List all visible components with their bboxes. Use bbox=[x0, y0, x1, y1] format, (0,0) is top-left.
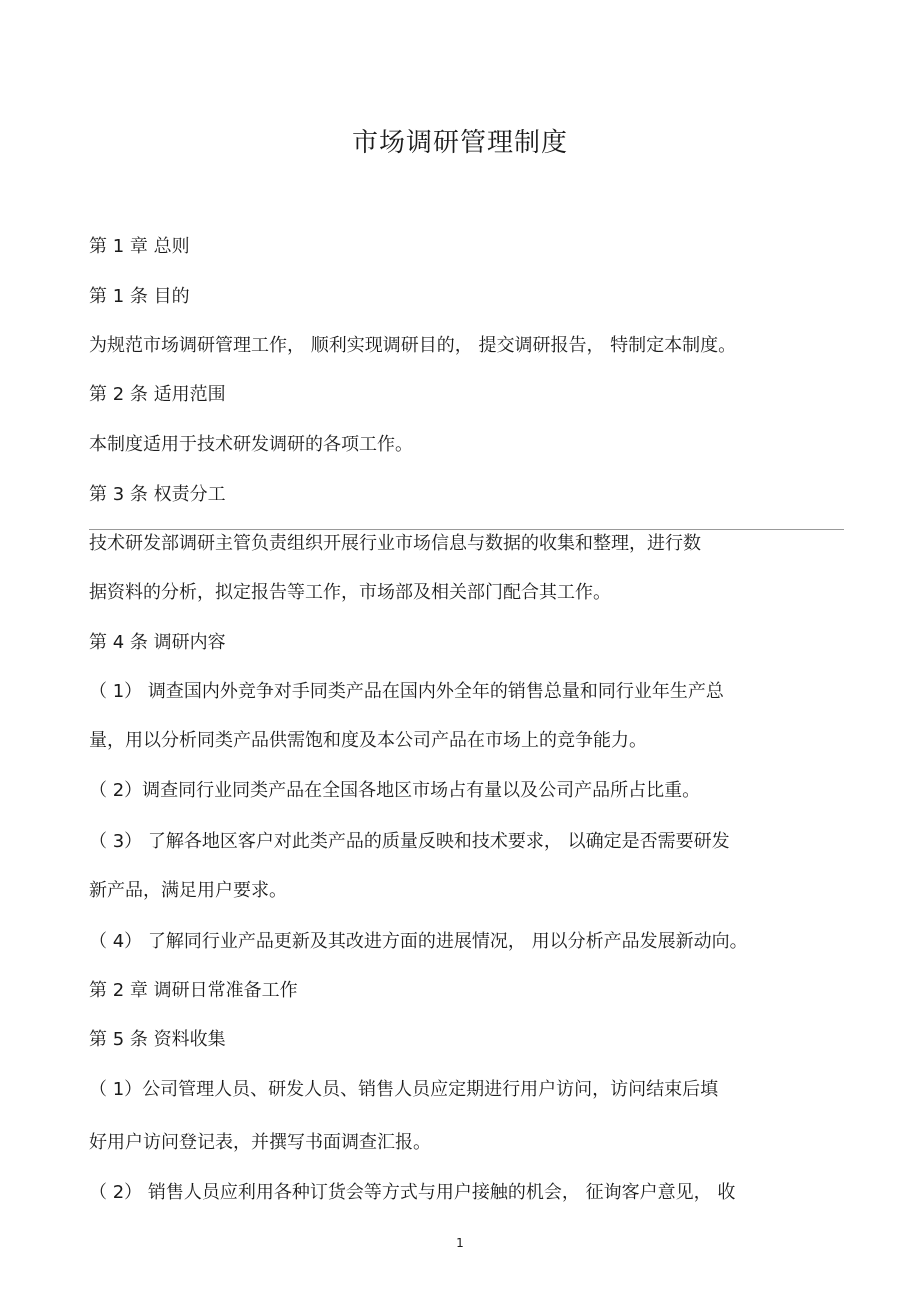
document-title: 市场调研管理制度 bbox=[351, 128, 568, 158]
article-1-heading: 第 1 条 目的 bbox=[89, 286, 190, 307]
article-4-item-2: （ 2）调查同行业同类产品在全国各地区市场占有量以及公司产品所占比重。 bbox=[89, 780, 701, 801]
article-3-text-line-1: 技术研发部调研主管负责组织开展行业市场信息与数据的收集和整理，进行数 bbox=[89, 533, 701, 554]
page-number: 1 bbox=[456, 1236, 464, 1250]
article-3-heading: 第 3 条 权责分工 bbox=[89, 484, 226, 505]
article-5-item-1-line-2: 好用户访问登记表，并撰写书面调查汇报。 bbox=[89, 1132, 431, 1153]
article-4-item-3-line-1: （ 3） 了解各地区客户对此类产品的质量反映和技术要求， 以确定是否需要研发 bbox=[89, 831, 730, 852]
article-4-heading: 第 4 条 调研内容 bbox=[89, 632, 226, 653]
article-5-heading: 第 5 条 资料收集 bbox=[89, 1029, 226, 1050]
horizontal-rule bbox=[89, 529, 844, 530]
article-4-item-1-line-1: （ 1） 调查国内外竞争对手同类产品在国内外全年的销售总量和同行业年生产总 bbox=[89, 681, 724, 702]
article-2-heading: 第 2 条 适用范围 bbox=[89, 384, 226, 405]
chapter-1-heading: 第 1 章 总则 bbox=[89, 236, 190, 257]
article-4-item-3-line-2: 新产品，满足用户要求。 bbox=[89, 880, 287, 901]
article-4-item-1-line-2: 量，用以分析同类产品供需饱和度及本公司产品在市场上的竞争能力。 bbox=[89, 730, 647, 751]
article-1-text: 为规范市场调研管理工作， 顺利实现调研目的， 提交调研报告， 特制定本制度。 bbox=[89, 335, 737, 356]
article-4-item-4: （ 4） 了解同行业产品更新及其改进方面的进展情况， 用以分析产品发展新动向。 bbox=[89, 931, 748, 952]
article-5-item-1-line-1: （ 1）公司管理人员、研发人员、销售人员应定期进行用户访问，访问结束后填 bbox=[89, 1079, 719, 1100]
article-2-text: 本制度适用于技术研发调研的各项工作。 bbox=[89, 434, 413, 455]
article-3-text-line-2: 据资料的分析，拟定报告等工作，市场部及相关部门配合其工作。 bbox=[89, 582, 611, 603]
chapter-2-heading: 第 2 章 调研日常准备工作 bbox=[89, 980, 298, 1001]
article-5-item-2-line-1: （ 2） 销售人员应利用各种订货会等方式与用户接触的机会， 征询客户意见， 收 bbox=[89, 1182, 736, 1203]
